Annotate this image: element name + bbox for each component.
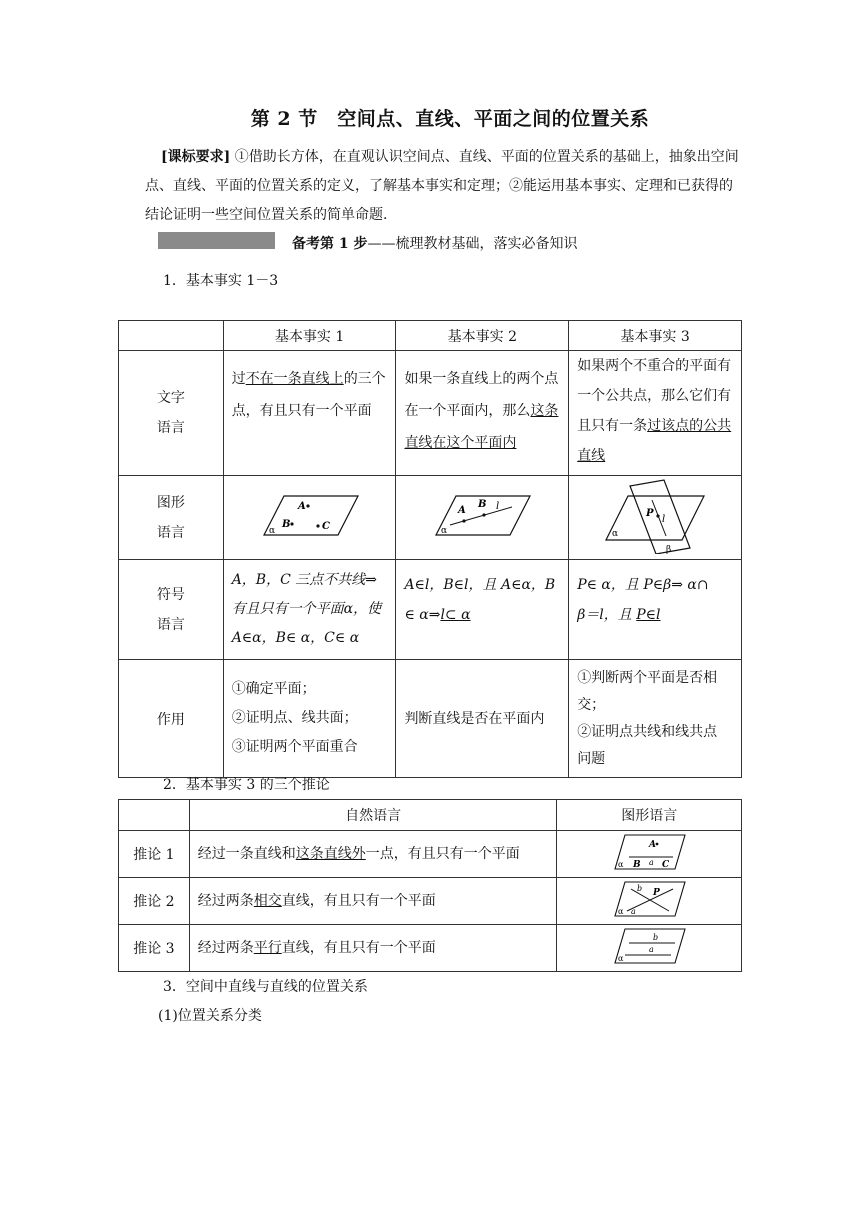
svg-text:α: α: [612, 528, 619, 539]
corollary-2-label: 推论 2: [119, 878, 190, 925]
corollary-3-text: 经过两条平行直线，有且只有一个平面: [189, 925, 557, 972]
svg-text:l: l: [662, 513, 666, 525]
plane-three-points-figure: [260, 491, 360, 541]
step-bold: 备考第 1 步: [292, 236, 368, 252]
corollary-2-text: 经过两条相交直线，有且只有一个平面: [189, 878, 557, 925]
svg-text:a: a: [649, 858, 654, 867]
fact2-figure: [396, 476, 569, 560]
svg-text:C: C: [321, 520, 330, 532]
corollary-1-figure: [557, 831, 742, 878]
svg-text:B: B: [478, 498, 487, 510]
line-and-point-figure: [609, 832, 689, 872]
svg-text:α: α: [441, 525, 448, 536]
fact3-use: ①判断两个平面是否相 交； ②证明点共线和线共点 问题: [569, 660, 742, 778]
corollary-2-figure: [557, 878, 742, 925]
section-2-heading: 2．基本事实 3 的三个推论: [163, 777, 330, 793]
fact3-figure: [569, 476, 742, 560]
basic-facts-table: [118, 320, 742, 778]
svg-text:α: α: [618, 860, 624, 869]
fact1-text: 过不在一条直线上的三个点，有且只有一个平面: [223, 351, 396, 476]
intersecting-planes-figure: [600, 478, 710, 554]
section-bar: [158, 232, 275, 249]
fact2-use: 判断直线是否在平面内: [396, 660, 569, 778]
svg-text:β: β: [666, 544, 672, 554]
requirement-text: ①借助长方体，在直观认识空间点、直线、平面的位置关系的基础上，抽象出空间点、直线、平面的位置关系的定义，了解基本事实和定理；②能运用基本事实、定理和已获得的结论证明一些空间位置关系的简单命题.: [145, 149, 739, 223]
svg-text:a: a: [649, 945, 654, 954]
svg-text:α: α: [618, 907, 624, 916]
corollaries-table: [118, 799, 742, 972]
svg-text:P: P: [653, 888, 660, 898]
table1-header-2: 基本事实 2: [396, 321, 569, 351]
corollary-1-label: 推论 1: [119, 831, 190, 878]
svg-text:P: P: [646, 507, 654, 519]
svg-text:b: b: [653, 933, 659, 942]
requirement-tag: [课标要求]: [161, 149, 231, 165]
row-label-symbol-language: 符号 语言: [119, 560, 224, 660]
svg-text:b: b: [637, 884, 643, 893]
svg-text:B: B: [281, 518, 291, 530]
row-label-text-language: 文字 语言: [119, 351, 224, 476]
table2-header-graph: 图形语言: [557, 800, 742, 831]
fact2-text: 如果一条直线上的两个点在一个平面内，那么这条直线在这个平面内: [396, 351, 569, 476]
section-3-heading: 3．空间中直线与直线的位置关系: [163, 979, 368, 995]
corollary-1-text: 经过一条直线和这条直线外一点，有且只有一个平面: [189, 831, 557, 878]
table2-corner: [119, 800, 190, 831]
svg-text:A: A: [458, 504, 467, 516]
svg-text:α: α: [268, 525, 275, 536]
fact2-symbol: A∈l，B∈l，且 A∈α，B ∈ α⇒l⊂ α: [396, 560, 569, 660]
row-label-use: 作用: [119, 660, 224, 778]
svg-text:α: α: [618, 954, 624, 963]
curriculum-requirement: [145, 143, 741, 230]
step-rest: ——梳理教材基础，落实必备知识: [367, 236, 578, 252]
page-title: 第 2 节 空间点、直线、平面之间的位置关系: [250, 108, 650, 130]
plane-line-figure: [432, 491, 532, 541]
row-label-graph-language: 图形 语言: [119, 476, 224, 560]
table2-header-natural: 自然语言: [189, 800, 557, 831]
svg-text:B: B: [633, 860, 641, 870]
svg-text:A: A: [297, 500, 306, 512]
fact1-use: ①确定平面； ②证明点、线共面； ③证明两个平面重合: [223, 660, 396, 778]
table1-corner: [119, 321, 224, 351]
section-3-1-heading: (1)位置关系分类: [158, 1008, 262, 1024]
step-heading: [292, 233, 578, 253]
svg-text:a: a: [631, 907, 636, 916]
fact1-figure: [223, 476, 396, 560]
table1-header-1: 基本事实 1: [223, 321, 396, 351]
intersecting-lines-figure: [609, 879, 689, 919]
parallel-lines-figure: [609, 926, 689, 966]
fact1-symbol: A，B，C 三点不共线⇒ 有且只有一个平面α，使 A∈α，B∈ α，C∈ α: [223, 560, 396, 660]
svg-text:C: C: [662, 860, 670, 870]
svg-text:A: A: [649, 840, 657, 850]
corollary-3-label: 推论 3: [119, 925, 190, 972]
table1-header-3: 基本事实 3: [569, 321, 742, 351]
fact3-text: 如果两个不重合的平面有一个公共点，那么它们有且只有一条过该点的公共直线: [569, 351, 742, 476]
svg-text:l: l: [496, 500, 500, 512]
section-1-heading: 1．基本事实 1－3: [163, 273, 279, 289]
fact3-symbol: P∈ α，且 P∈β⇒ α∩ β＝l，且 P∈l: [569, 560, 742, 660]
corollary-3-figure: [557, 925, 742, 972]
